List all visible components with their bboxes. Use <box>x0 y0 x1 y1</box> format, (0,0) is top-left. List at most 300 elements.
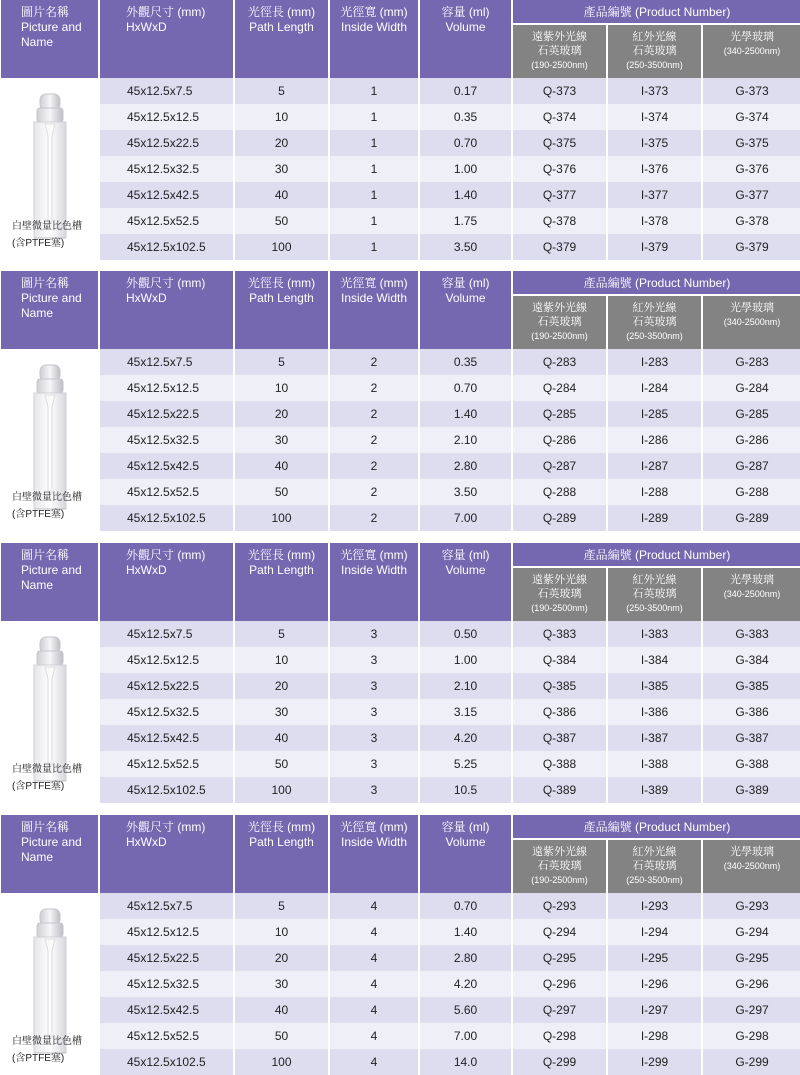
table-row <box>1 725 800 751</box>
path-length-cell: 30 <box>235 971 328 997</box>
optical-glass-number-cell: G-389 <box>703 777 800 803</box>
product-caption-name: 白壁微量比色槽 <box>12 764 82 775</box>
header-path-en: Path Length <box>249 835 314 849</box>
header-path-length <box>235 271 328 349</box>
inside-width-cell: 3 <box>330 647 418 673</box>
table-row <box>1 427 800 453</box>
product-caption-name: 白壁微量比色槽 <box>12 221 82 232</box>
ir-quartz-number-cell: I-375 <box>608 130 701 156</box>
header-picture-name <box>1 815 98 893</box>
optical-glass-number-cell: G-293 <box>703 893 800 919</box>
uv-quartz-number-cell: Q-286 <box>513 427 606 453</box>
header-uv-zh1: 遠紫外光線 <box>532 573 587 586</box>
dimensions-cell: 45x12.5x7.5 <box>100 78 233 104</box>
volume-cell: 14.0 <box>420 1049 511 1075</box>
uv-quartz-number-cell: Q-373 <box>513 78 606 104</box>
uv-quartz-number-cell: Q-384 <box>513 647 606 673</box>
optical-glass-number-cell: G-387 <box>703 725 800 751</box>
header-volume-en: Volume <box>445 20 486 34</box>
uv-quartz-number-cell: Q-289 <box>513 505 606 531</box>
ir-quartz-number-cell: I-378 <box>608 208 701 234</box>
uv-quartz-number-cell: Q-378 <box>513 208 606 234</box>
table-row <box>1 104 800 130</box>
header-width-en: Inside Width <box>340 20 408 34</box>
header-uv-zh1: 遠紫外光線 <box>532 845 587 858</box>
header-optical-glass <box>703 840 800 893</box>
header-path-length <box>235 815 328 893</box>
header-width-zh: 光徑寬 (mm) <box>340 5 408 19</box>
ir-quartz-number-cell: I-286 <box>608 427 701 453</box>
header-picture-en2: Name <box>21 35 54 49</box>
header-path-en: Path Length <box>249 20 314 34</box>
header-uv-quartz <box>513 25 606 78</box>
dimensions-cell: 45x12.5x52.5 <box>100 208 233 234</box>
dimensions-cell: 45x12.5x42.5 <box>100 453 233 479</box>
optical-glass-number-cell: G-298 <box>703 1023 800 1049</box>
uv-quartz-number-cell: Q-385 <box>513 673 606 699</box>
header-path-zh: 光徑長 (mm) <box>247 548 316 562</box>
dimensions-cell: 45x12.5x42.5 <box>100 725 233 751</box>
header-volume-en: Volume <box>445 563 486 577</box>
header-product-number <box>513 271 800 296</box>
volume-cell: 1.00 <box>420 156 511 182</box>
inside-width-cell: 4 <box>330 919 418 945</box>
path-length-cell: 5 <box>235 621 328 647</box>
header-ir-zh2: 石英玻璃 <box>632 587 677 600</box>
ir-quartz-number-cell: I-386 <box>608 699 701 725</box>
inside-width-cell: 1 <box>330 130 418 156</box>
uv-quartz-number-cell: Q-293 <box>513 893 606 919</box>
inside-width-cell: 2 <box>330 479 418 505</box>
dimensions-cell: 45x12.5x102.5 <box>100 234 233 260</box>
header-picture-en: Picture and <box>21 835 82 849</box>
header-dimensions <box>100 543 233 621</box>
header-uv-range: (190-2500nm) <box>531 330 588 341</box>
dimensions-cell: 45x12.5x52.5 <box>100 751 233 777</box>
table-row <box>1 673 800 699</box>
dimensions-cell: 45x12.5x7.5 <box>100 893 233 919</box>
volume-cell: 5.60 <box>420 997 511 1023</box>
inside-width-cell: 3 <box>330 699 418 725</box>
inside-width-cell: 2 <box>330 349 418 375</box>
header-volume-zh: 容量 (ml) <box>441 5 490 19</box>
path-length-cell: 10 <box>235 647 328 673</box>
header-uv-zh2: 石英玻璃 <box>537 859 582 872</box>
volume-cell: 1.40 <box>420 182 511 208</box>
volume-cell: 1.40 <box>420 401 511 427</box>
path-length-cell: 100 <box>235 234 328 260</box>
dimensions-cell: 45x12.5x12.5 <box>100 104 233 130</box>
optical-glass-number-cell: G-377 <box>703 182 800 208</box>
optical-glass-number-cell: G-383 <box>703 621 800 647</box>
inside-width-cell: 2 <box>330 375 418 401</box>
header-product-number <box>513 0 800 25</box>
optical-glass-number-cell: G-373 <box>703 78 800 104</box>
optical-glass-number-cell: G-297 <box>703 997 800 1023</box>
uv-quartz-number-cell: Q-375 <box>513 130 606 156</box>
header-ir-zh1: 紅外光線 <box>632 573 677 586</box>
product-picture-wrap <box>1 78 98 260</box>
volume-cell: 0.70 <box>420 375 511 401</box>
header-optical-glass <box>703 568 800 621</box>
path-length-cell: 50 <box>235 1023 328 1049</box>
path-length-cell: 20 <box>235 945 328 971</box>
ir-quartz-number-cell: I-293 <box>608 893 701 919</box>
header-ir-range: (250-3500nm) <box>626 59 683 70</box>
volume-cell: 0.70 <box>420 893 511 919</box>
volume-cell: 2.80 <box>420 453 511 479</box>
header-product-number <box>513 543 800 568</box>
header-optical-glass <box>703 296 800 349</box>
header-picture-zh: 圖片名稱 <box>21 276 70 290</box>
header-uv-quartz <box>513 840 606 893</box>
product-caption <box>12 218 82 252</box>
uv-quartz-number-cell: Q-387 <box>513 725 606 751</box>
header-picture-name <box>1 0 98 78</box>
header-ir-quartz <box>608 296 701 349</box>
header-uv-quartz <box>513 296 606 349</box>
header-optical-range: (340-2500nm) <box>723 860 781 871</box>
header-width-en: Inside Width <box>340 835 408 849</box>
product-picture <box>1 78 98 260</box>
optical-glass-number-cell: G-284 <box>703 375 800 401</box>
inside-width-cell: 3 <box>330 673 418 699</box>
header-path-en: Path Length <box>249 563 314 577</box>
header-product-number <box>513 815 800 840</box>
header-ir-quartz <box>608 25 701 78</box>
header-volume <box>420 271 511 349</box>
uv-quartz-number-cell: Q-288 <box>513 479 606 505</box>
path-length-cell: 5 <box>235 78 328 104</box>
ir-quartz-number-cell: I-289 <box>608 505 701 531</box>
uv-quartz-number-cell: Q-294 <box>513 919 606 945</box>
table-row <box>1 1049 800 1075</box>
table-row <box>1 453 800 479</box>
volume-cell: 3.15 <box>420 699 511 725</box>
ir-quartz-number-cell: I-297 <box>608 997 701 1023</box>
header-dimensions-en: HxWxD <box>126 291 167 305</box>
header-dimensions-en: HxWxD <box>126 835 167 849</box>
table-row <box>1 130 800 156</box>
path-length-cell: 50 <box>235 208 328 234</box>
path-length-cell: 50 <box>235 479 328 505</box>
optical-glass-number-cell: G-299 <box>703 1049 800 1075</box>
header-product-number-label: 產品編號 (Product Number) <box>583 547 731 562</box>
volume-cell: 7.00 <box>420 1023 511 1049</box>
uv-quartz-number-cell: Q-374 <box>513 104 606 130</box>
header-width-zh: 光徑寬 (mm) <box>340 820 408 834</box>
header-picture-en: Picture and <box>21 20 82 34</box>
header-uv-range: (190-2500nm) <box>531 874 588 885</box>
ir-quartz-number-cell: I-377 <box>608 182 701 208</box>
table-row <box>1 893 800 919</box>
header-path-length <box>235 0 328 78</box>
path-length-cell: 100 <box>235 1049 328 1075</box>
product-caption <box>12 761 82 795</box>
product-picture-wrap <box>1 893 98 1075</box>
ir-quartz-number-cell: I-288 <box>608 479 701 505</box>
dimensions-cell: 45x12.5x7.5 <box>100 349 233 375</box>
path-length-cell: 30 <box>235 427 328 453</box>
ir-quartz-number-cell: I-299 <box>608 1049 701 1075</box>
path-length-cell: 20 <box>235 673 328 699</box>
path-length-cell: 40 <box>235 725 328 751</box>
header-dimensions <box>100 271 233 349</box>
header-optical-zh: 光學玻璃 <box>730 301 774 314</box>
optical-glass-number-cell: G-385 <box>703 673 800 699</box>
volume-cell: 0.35 <box>420 104 511 130</box>
path-length-cell: 5 <box>235 893 328 919</box>
header-uv-zh1: 遠紫外光線 <box>532 301 587 314</box>
optical-glass-number-cell: G-287 <box>703 453 800 479</box>
volume-cell: 5.25 <box>420 751 511 777</box>
uv-quartz-number-cell: Q-383 <box>513 621 606 647</box>
ir-quartz-number-cell: I-373 <box>608 78 701 104</box>
path-length-cell: 10 <box>235 919 328 945</box>
header-ir-zh1: 紅外光線 <box>632 30 677 43</box>
product-table <box>0 0 800 260</box>
inside-width-cell: 4 <box>330 997 418 1023</box>
optical-glass-number-cell: G-295 <box>703 945 800 971</box>
header-inside-width <box>330 271 418 349</box>
uv-quartz-number-cell: Q-298 <box>513 1023 606 1049</box>
table-row <box>1 401 800 427</box>
ir-quartz-number-cell: I-384 <box>608 647 701 673</box>
header-dimensions <box>100 0 233 78</box>
optical-glass-number-cell: G-283 <box>703 349 800 375</box>
inside-width-cell: 3 <box>330 725 418 751</box>
header-dimensions-zh: 外觀尺寸 (mm) <box>126 5 206 19</box>
volume-cell: 0.17 <box>420 78 511 104</box>
optical-glass-number-cell: G-388 <box>703 751 800 777</box>
ir-quartz-number-cell: I-287 <box>608 453 701 479</box>
header-uv-zh1: 遠紫外光線 <box>532 30 587 43</box>
header-uv-range: (190-2500nm) <box>531 59 588 70</box>
optical-glass-number-cell: G-376 <box>703 156 800 182</box>
inside-width-cell: 2 <box>330 401 418 427</box>
header-product-number-label: 產品編號 (Product Number) <box>583 4 731 19</box>
ir-quartz-number-cell: I-283 <box>608 349 701 375</box>
header-inside-width <box>330 543 418 621</box>
uv-quartz-number-cell: Q-287 <box>513 453 606 479</box>
header-picture-zh: 圖片名稱 <box>21 820 70 834</box>
product-caption-note: (含PTFE塞) <box>12 238 65 249</box>
inside-width-cell: 1 <box>330 104 418 130</box>
dimensions-cell: 45x12.5x32.5 <box>100 427 233 453</box>
header-optical-range: (340-2500nm) <box>723 45 781 56</box>
path-length-cell: 10 <box>235 104 328 130</box>
inside-width-cell: 4 <box>330 971 418 997</box>
header-path-length <box>235 543 328 621</box>
header-picture-zh: 圖片名稱 <box>21 5 70 19</box>
header-ir-zh2: 石英玻璃 <box>632 44 677 57</box>
table-row <box>1 971 800 997</box>
product-picture <box>1 349 98 531</box>
table-row <box>1 505 800 531</box>
header-uv-zh2: 石英玻璃 <box>537 315 582 328</box>
uv-quartz-number-cell: Q-296 <box>513 971 606 997</box>
inside-width-cell: 4 <box>330 945 418 971</box>
optical-glass-number-cell: G-374 <box>703 104 800 130</box>
dimensions-cell: 45x12.5x102.5 <box>100 505 233 531</box>
header-ir-range: (250-3500nm) <box>626 330 683 341</box>
uv-quartz-number-cell: Q-388 <box>513 751 606 777</box>
volume-cell: 10.5 <box>420 777 511 803</box>
header-ir-quartz <box>608 568 701 621</box>
product-caption-note: (含PTFE塞) <box>12 1053 65 1064</box>
table-row <box>1 1023 800 1049</box>
uv-quartz-number-cell: Q-376 <box>513 156 606 182</box>
header-ir-zh1: 紅外光線 <box>632 301 677 314</box>
ir-quartz-number-cell: I-387 <box>608 725 701 751</box>
ir-quartz-number-cell: I-389 <box>608 777 701 803</box>
table-row <box>1 182 800 208</box>
header-product-number-label: 產品編號 (Product Number) <box>583 275 731 290</box>
product-caption-note: (含PTFE塞) <box>12 509 65 520</box>
inside-width-cell: 1 <box>330 208 418 234</box>
product-table <box>0 271 800 531</box>
header-picture-zh: 圖片名稱 <box>21 548 70 562</box>
ir-quartz-number-cell: I-383 <box>608 621 701 647</box>
product-caption-note: (含PTFE塞) <box>12 781 65 792</box>
product-table-block-4 <box>0 815 800 1075</box>
header-dimensions-zh: 外觀尺寸 (mm) <box>126 548 206 562</box>
header-optical-zh: 光學玻璃 <box>730 845 774 858</box>
optical-glass-number-cell: G-285 <box>703 401 800 427</box>
product-table <box>0 543 800 803</box>
path-length-cell: 50 <box>235 751 328 777</box>
product-picture-wrap <box>1 621 98 803</box>
optical-glass-number-cell: G-386 <box>703 699 800 725</box>
header-ir-zh2: 石英玻璃 <box>632 859 677 872</box>
header-volume <box>420 0 511 78</box>
optical-glass-number-cell: G-286 <box>703 427 800 453</box>
ir-quartz-number-cell: I-388 <box>608 751 701 777</box>
table-row <box>1 375 800 401</box>
path-length-cell: 30 <box>235 156 328 182</box>
header-picture-name <box>1 271 98 349</box>
path-length-cell: 40 <box>235 453 328 479</box>
header-ir-quartz <box>608 840 701 893</box>
header-ir-zh1: 紅外光線 <box>632 845 677 858</box>
volume-cell: 4.20 <box>420 725 511 751</box>
dimensions-cell: 45x12.5x52.5 <box>100 479 233 505</box>
header-dimensions-zh: 外觀尺寸 (mm) <box>126 820 206 834</box>
header-volume-zh: 容量 (ml) <box>441 548 490 562</box>
table-row <box>1 945 800 971</box>
product-caption-name: 白壁微量比色槽 <box>12 1036 82 1047</box>
header-width-en: Inside Width <box>340 563 408 577</box>
product-caption <box>12 1033 82 1067</box>
table-row <box>1 699 800 725</box>
product-caption <box>12 489 82 523</box>
header-picture-en2: Name <box>21 306 54 320</box>
header-picture-en: Picture and <box>21 563 82 577</box>
product-picture <box>1 621 98 803</box>
optical-glass-number-cell: G-296 <box>703 971 800 997</box>
ir-quartz-number-cell: I-385 <box>608 673 701 699</box>
header-volume <box>420 543 511 621</box>
header-path-en: Path Length <box>249 291 314 305</box>
inside-width-cell: 3 <box>330 621 418 647</box>
header-path-zh: 光徑長 (mm) <box>247 5 316 19</box>
volume-cell: 1.75 <box>420 208 511 234</box>
inside-width-cell: 1 <box>330 156 418 182</box>
header-width-en: Inside Width <box>340 291 408 305</box>
header-volume-zh: 容量 (ml) <box>441 276 490 290</box>
header-optical-range: (340-2500nm) <box>723 316 781 327</box>
header-uv-range: (190-2500nm) <box>531 602 588 613</box>
dimensions-cell: 45x12.5x22.5 <box>100 401 233 427</box>
header-product-number-label: 產品編號 (Product Number) <box>583 819 731 834</box>
header-uv-quartz <box>513 568 606 621</box>
volume-cell: 2.10 <box>420 427 511 453</box>
header-picture-en2: Name <box>21 578 54 592</box>
header-picture-en2: Name <box>21 850 54 864</box>
inside-width-cell: 2 <box>330 505 418 531</box>
dimensions-cell: 45x12.5x102.5 <box>100 1049 233 1075</box>
header-volume-en: Volume <box>445 835 486 849</box>
header-ir-range: (250-3500nm) <box>626 602 683 613</box>
dimensions-cell: 45x12.5x22.5 <box>100 673 233 699</box>
dimensions-cell: 45x12.5x32.5 <box>100 156 233 182</box>
path-length-cell: 5 <box>235 349 328 375</box>
inside-width-cell: 4 <box>330 893 418 919</box>
header-path-zh: 光徑長 (mm) <box>247 820 316 834</box>
table-row <box>1 647 800 673</box>
table-row <box>1 156 800 182</box>
optical-glass-number-cell: G-384 <box>703 647 800 673</box>
header-optical-glass <box>703 25 800 78</box>
product-table-block-3 <box>0 543 800 803</box>
uv-quartz-number-cell: Q-297 <box>513 997 606 1023</box>
ir-quartz-number-cell: I-374 <box>608 104 701 130</box>
table-row <box>1 208 800 234</box>
dimensions-cell: 45x12.5x7.5 <box>100 621 233 647</box>
table-row <box>1 78 800 104</box>
header-path-zh: 光徑長 (mm) <box>247 276 316 290</box>
volume-cell: 7.00 <box>420 505 511 531</box>
optical-glass-number-cell: G-375 <box>703 130 800 156</box>
inside-width-cell: 1 <box>330 78 418 104</box>
optical-glass-number-cell: G-289 <box>703 505 800 531</box>
uv-quartz-number-cell: Q-284 <box>513 375 606 401</box>
path-length-cell: 20 <box>235 130 328 156</box>
header-picture-name <box>1 543 98 621</box>
header-optical-zh: 光學玻璃 <box>730 573 774 586</box>
dimensions-cell: 45x12.5x22.5 <box>100 130 233 156</box>
header-dimensions-en: HxWxD <box>126 20 167 34</box>
uv-quartz-number-cell: Q-285 <box>513 401 606 427</box>
table-row <box>1 919 800 945</box>
ir-quartz-number-cell: I-296 <box>608 971 701 997</box>
table-row <box>1 997 800 1023</box>
path-length-cell: 40 <box>235 182 328 208</box>
ir-quartz-number-cell: I-285 <box>608 401 701 427</box>
header-inside-width <box>330 815 418 893</box>
dimensions-cell: 45x12.5x102.5 <box>100 777 233 803</box>
table-row <box>1 621 800 647</box>
ir-quartz-number-cell: I-295 <box>608 945 701 971</box>
header-volume-en: Volume <box>445 291 486 305</box>
inside-width-cell: 3 <box>330 751 418 777</box>
inside-width-cell: 3 <box>330 777 418 803</box>
table-row <box>1 751 800 777</box>
header-optical-range: (340-2500nm) <box>723 588 781 599</box>
uv-quartz-number-cell: Q-389 <box>513 777 606 803</box>
product-table-block-2 <box>0 271 800 531</box>
volume-cell: 1.40 <box>420 919 511 945</box>
